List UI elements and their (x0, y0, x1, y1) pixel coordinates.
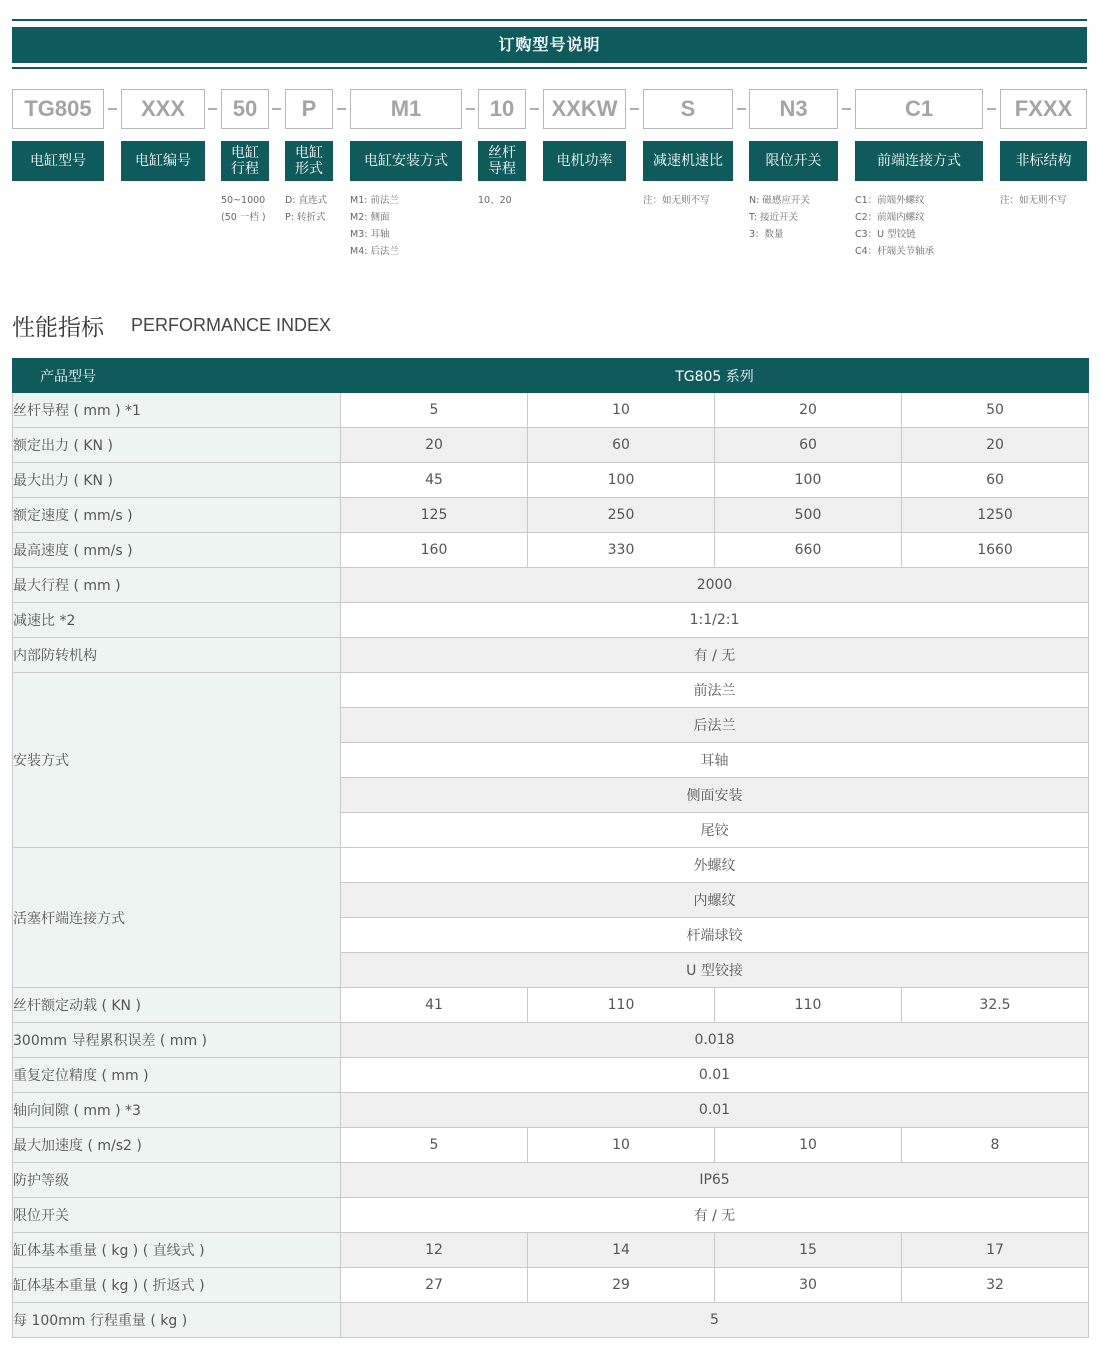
note-nonstd: 注：如无则不写 (1000, 195, 1067, 206)
code-front: C1 (855, 89, 983, 129)
row-value: 10 (528, 1128, 715, 1163)
row-value: 0.018 (341, 1023, 1089, 1058)
row-value: 1250 (902, 498, 1089, 533)
code-limit: N3 (749, 89, 838, 129)
dash (842, 108, 851, 110)
code-power: XXKW (543, 89, 626, 129)
row-value: 有 / 无 (341, 638, 1089, 673)
code-model: TG805 (12, 89, 104, 129)
row-label: 额定出力 ( KN ) (13, 428, 341, 463)
code-number: XXX (121, 89, 205, 129)
note-mount: M1: 前法兰 M2: 侧面 M3: 耳轴 M4: 后法兰 (350, 195, 399, 257)
table-row (13, 463, 1089, 498)
header-label: 产品型号 (13, 359, 341, 393)
row-label: 轴向间隙 ( mm ) *3 (13, 1093, 341, 1128)
note-front: C1：前端外螺纹 C2：前端内螺纹 C3：U 型铰链 C4：杆端关节轴承 (855, 195, 935, 257)
option-value: 侧面安装 (341, 778, 1089, 813)
table-row (13, 1163, 1089, 1198)
performance-title: 性能指标 (12, 315, 104, 341)
row-value: 5 (341, 1303, 1089, 1338)
dash (987, 108, 996, 110)
row-value: 50 (902, 393, 1089, 428)
label-model: 电缸型号 (12, 141, 104, 181)
row-value: 60 (528, 428, 715, 463)
row-value: 41 (341, 988, 528, 1023)
table-row (13, 393, 1089, 428)
performance-title-en: PERFORMANCE INDEX (131, 315, 332, 335)
row-value: 30 (715, 1268, 902, 1303)
option-value: 杆端球铰 (341, 918, 1089, 953)
row-value: 160 (341, 533, 528, 568)
table-row (13, 533, 1089, 568)
bottom-rule (12, 67, 1087, 69)
dash (208, 108, 217, 110)
table-row (13, 1128, 1089, 1163)
row-value: 1:1/2:1 (341, 603, 1089, 638)
dash (530, 108, 539, 110)
row-value: 100 (715, 463, 902, 498)
performance-table (12, 358, 1089, 1338)
top-rule (12, 19, 1087, 21)
option-value: U 型铰接 (341, 953, 1089, 988)
code-stroke: 50 (221, 89, 269, 129)
dash (737, 108, 746, 110)
row-value: 1660 (902, 533, 1089, 568)
code-reducer: S (643, 89, 733, 129)
table-row (13, 1233, 1089, 1268)
code-nonstd: FXXX (1000, 89, 1087, 129)
row-value: 15 (715, 1233, 902, 1268)
row-value: 5 (341, 1128, 528, 1163)
label-mount: 电缸安装方式 (350, 141, 462, 181)
row-value: 10 (528, 393, 715, 428)
table-row (13, 1303, 1089, 1338)
row-label: 丝杆导程 ( mm ) *1 (13, 393, 341, 428)
dash (108, 108, 117, 110)
code-mount: M1 (350, 89, 462, 129)
row-value: 12 (341, 1233, 528, 1268)
table-row (13, 1093, 1089, 1128)
code-form: P (285, 89, 333, 129)
dash (466, 108, 475, 110)
row-value: 20 (715, 393, 902, 428)
table-row (13, 848, 1089, 883)
table-row (13, 1058, 1089, 1093)
row-label: 重复定位精度 ( mm ) (13, 1058, 341, 1093)
row-value: 17 (902, 1233, 1089, 1268)
label-reducer: 减速机速比 (643, 141, 733, 181)
row-label: 每 100mm 行程重量 ( kg ) (13, 1303, 341, 1338)
table-row (13, 673, 1089, 708)
row-value: 500 (715, 498, 902, 533)
table-row (13, 638, 1089, 673)
group-label: 安装方式 (13, 673, 341, 848)
row-value: 27 (341, 1268, 528, 1303)
row-label: 最高速度 ( mm/s ) (13, 533, 341, 568)
label-power: 电机功率 (543, 141, 626, 181)
row-value: 20 (902, 428, 1089, 463)
row-value: 125 (341, 498, 528, 533)
row-value: 29 (528, 1268, 715, 1303)
row-label: 缸体基本重量 ( kg ) ( 直线式 ) (13, 1233, 341, 1268)
row-label: 限位开关 (13, 1198, 341, 1233)
row-value: 660 (715, 533, 902, 568)
row-value: 110 (528, 988, 715, 1023)
dash (630, 108, 639, 110)
row-value: 60 (902, 463, 1089, 498)
row-value: 20 (341, 428, 528, 463)
group-label: 活塞杆端连接方式 (13, 848, 341, 988)
dash (337, 108, 346, 110)
option-value: 后法兰 (341, 708, 1089, 743)
row-label: 300mm 导程累积误差 ( mm ) (13, 1023, 341, 1058)
table-row (13, 1198, 1089, 1233)
row-value: IP65 (341, 1163, 1089, 1198)
row-label: 防护等级 (13, 1163, 341, 1198)
row-label: 最大出力 ( KN ) (13, 463, 341, 498)
label-lead: 丝杆 导程 (478, 141, 526, 181)
label-limit: 限位开关 (749, 141, 838, 181)
row-value: 250 (528, 498, 715, 533)
table-row (13, 568, 1089, 603)
table-row (13, 988, 1089, 1023)
row-label: 最大加速度 ( m/s2 ) (13, 1128, 341, 1163)
table-row (13, 1268, 1089, 1303)
code-lead: 10 (478, 89, 526, 129)
label-front: 前端连接方式 (855, 141, 983, 181)
row-label: 内部防转机构 (13, 638, 341, 673)
row-value: 有 / 无 (341, 1198, 1089, 1233)
option-value: 耳轴 (341, 743, 1089, 778)
label-form: 电缸 形式 (285, 141, 333, 181)
option-value: 外螺纹 (341, 848, 1089, 883)
row-label: 丝杆额定动载 ( KN ) (13, 988, 341, 1023)
row-label: 最大行程 ( mm ) (13, 568, 341, 603)
row-value: 14 (528, 1233, 715, 1268)
row-value: 0.01 (341, 1093, 1089, 1128)
row-value: 32 (902, 1268, 1089, 1303)
note-form: D: 直连式 P: 转折式 (285, 195, 328, 223)
note-lead: 10、20 (478, 195, 512, 206)
option-value: 内螺纹 (341, 883, 1089, 918)
row-value: 10 (715, 1128, 902, 1163)
row-label: 额定速度 ( mm/s ) (13, 498, 341, 533)
row-value: 8 (902, 1128, 1089, 1163)
note-reducer: 注：如无则不写 (643, 195, 710, 206)
table-row (13, 603, 1089, 638)
row-value: 32.5 (902, 988, 1089, 1023)
row-value: 100 (528, 463, 715, 498)
option-value: 尾铰 (341, 813, 1089, 848)
label-nonstd: 非标结构 (1000, 141, 1087, 181)
dash (272, 108, 281, 110)
row-value: 5 (341, 393, 528, 428)
row-value: 2000 (341, 568, 1089, 603)
order-banner: 订购型号说明 (12, 27, 1087, 63)
table-row (13, 498, 1089, 533)
option-value: 前法兰 (341, 673, 1089, 708)
row-value: 45 (341, 463, 528, 498)
header-series: TG805 系列 (341, 359, 1089, 393)
label-stroke: 电缸 行程 (221, 141, 269, 181)
row-label: 减速比 *2 (13, 603, 341, 638)
row-value: 60 (715, 428, 902, 463)
row-value: 330 (528, 533, 715, 568)
row-label: 缸体基本重量 ( kg ) ( 折返式 ) (13, 1268, 341, 1303)
row-value: 110 (715, 988, 902, 1023)
label-number: 电缸编号 (121, 141, 205, 181)
note-stroke: 50~1000 (50 一档 ) (221, 195, 266, 223)
row-value: 0.01 (341, 1058, 1089, 1093)
table-row (13, 1023, 1089, 1058)
note-limit: N: 磁感应开关 T: 接近开关 3：数量 (749, 195, 810, 240)
table-row (13, 428, 1089, 463)
